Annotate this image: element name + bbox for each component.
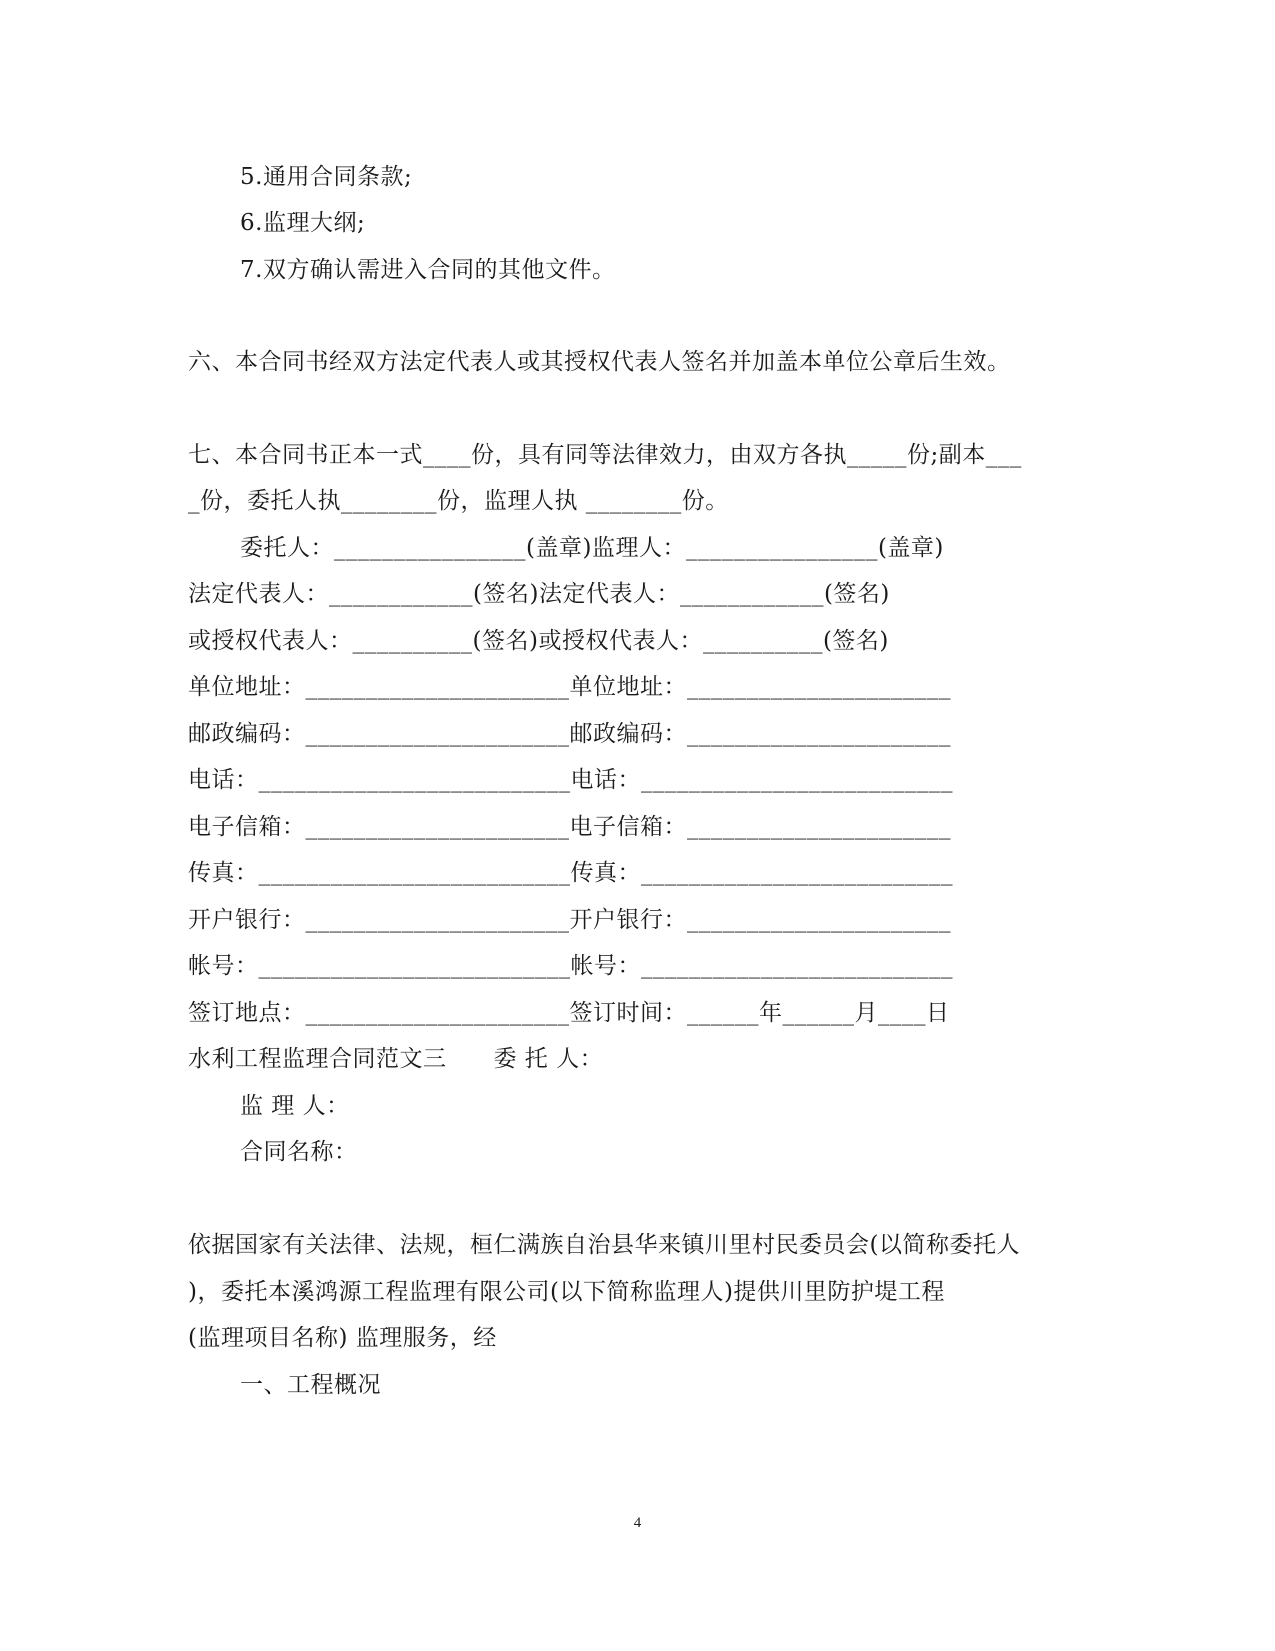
clause-six: 六、本合同书经双方法定代表人或其授权代表人签名并加盖本单位公章后生效。 [188, 349, 1011, 375]
email-row: 电子信箱：______________________电子信箱：______________________ [188, 814, 951, 840]
basis-paragraph-line3: (监理项目名称) 监理服务，经 [188, 1325, 497, 1351]
account-row: 帐号：__________________________帐号：__________________________ [188, 953, 953, 979]
postcode-row: 邮政编码：______________________邮政编码：______________________ [188, 721, 951, 747]
item-6: 6.监理大纲; [240, 210, 366, 236]
item-5: 5.通用合同条款; [240, 164, 413, 190]
contract-name-label: 合同名称： [240, 1139, 358, 1165]
address-row: 单位地址：______________________单位地址：______________________ [188, 674, 951, 700]
basis-paragraph-line2: )，委托本溪鸿源工程监理有限公司(以下简称监理人)提供川里防护堤工程 [188, 1279, 945, 1305]
page-number: 4 [633, 1515, 642, 1531]
authorized-rep-row: 或授权代表人：__________(签名)或授权代表人：__________(签名) [188, 628, 889, 654]
clause-seven-line1: 七、本合同书正本一式____份，具有同等法律效力，由双方各执_____份;副本___ [188, 442, 1022, 468]
bank-row: 开户银行：______________________开户银行：______________________ [188, 907, 951, 933]
clause-seven-line2: _份，委托人执________份，监理人执 ________份。 [188, 488, 729, 514]
section-one-heading: 一、工程概况 [240, 1372, 381, 1398]
item-7: 7.双方确认需进入合同的其他文件。 [240, 257, 616, 283]
signature-principal-row: 委托人：________________(盖章)监理人：________________(盖章) [240, 535, 944, 561]
phone-row: 电话：__________________________电话：__________________________ [188, 767, 953, 793]
legal-rep-row: 法定代表人：____________(签名)法定代表人：____________(签名) [188, 581, 890, 607]
fax-row: 传真：__________________________传真：__________________________ [188, 860, 953, 886]
sample-three-heading: 水利工程监理合同范文三 委 托 人： [188, 1046, 604, 1072]
supervisor-label: 监 理 人： [240, 1093, 350, 1119]
basis-paragraph-line1: 依据国家有关法律、法规，桓仁满族自治县华来镇川里村民委员会(以简称委托人 [188, 1232, 1020, 1258]
signing-place-time-row: 签订地点：______________________签订时间：______年______月____日 [188, 1000, 950, 1026]
